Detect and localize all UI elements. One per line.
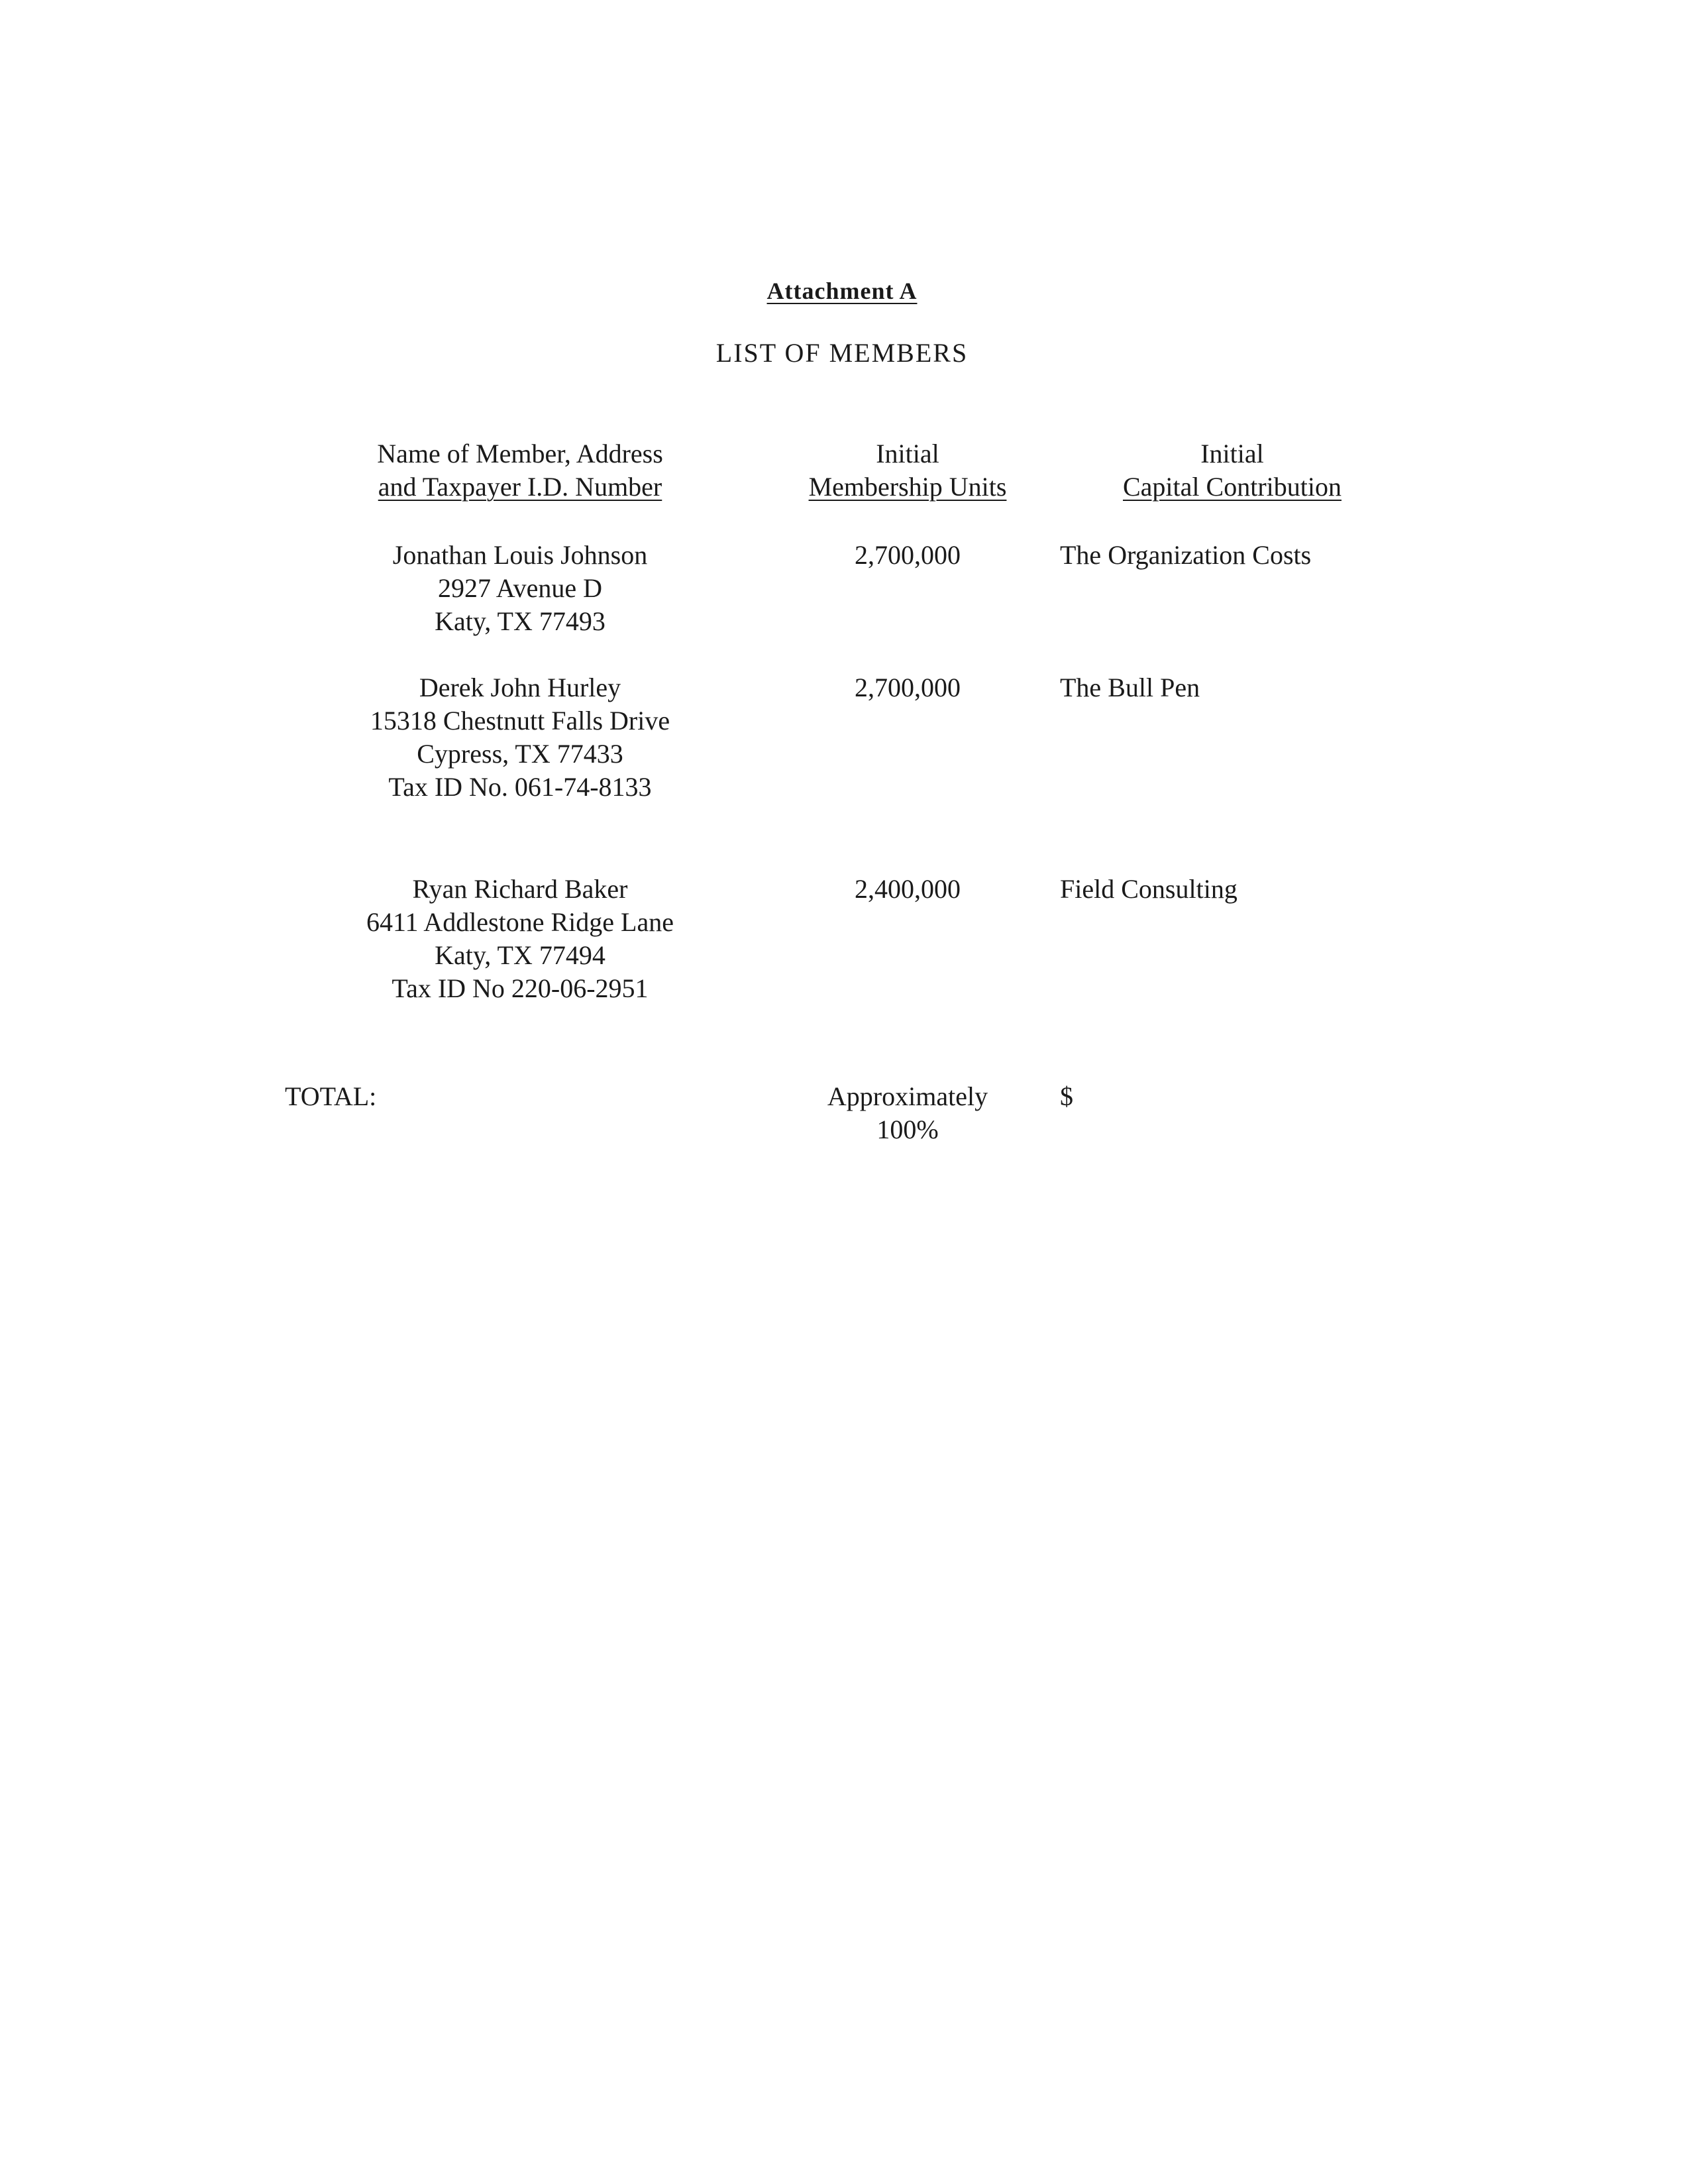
member-3-contribution: Field Consulting	[1060, 874, 1237, 904]
attachment-label: Attachment A	[766, 278, 918, 304]
column-header-name	[298, 437, 742, 504]
total-label: TOTAL:	[285, 1081, 377, 1111]
member-1-address: 2927 Avenue D	[437, 573, 603, 603]
member-2-units: 2,700,000	[855, 673, 961, 702]
total-contribution: $	[1060, 1081, 1073, 1111]
member-2-tax-id: Tax ID No. 061-74-8133	[388, 772, 652, 802]
member-2-contribution: The Bull Pen	[1060, 673, 1200, 702]
member-3-info	[298, 873, 742, 1005]
member-3-address: 6411 Addlestone Ridge Lane	[366, 907, 674, 937]
column-header-units	[768, 437, 1047, 504]
member-2-info	[298, 671, 742, 804]
column-header-units-line-1: Initial	[876, 439, 939, 468]
member-1-contribution: The Organization Costs	[1060, 540, 1312, 570]
total-units-line-2: 100%	[876, 1115, 939, 1144]
member-2-address: 15318 Chestnutt Falls Drive	[370, 706, 670, 736]
member-1-name: Jonathan Louis Johnson	[392, 540, 648, 570]
member-2-name: Derek John Hurley	[419, 673, 621, 702]
member-3-units: 2,400,000	[855, 874, 961, 904]
total-units	[768, 1080, 1047, 1146]
column-header-contribution-line-2: Capital Contribution	[1123, 472, 1342, 502]
member-3-tax-id: Tax ID No 220-06-2951	[392, 973, 649, 1003]
member-1-info	[298, 539, 742, 638]
page-title: LIST OF MEMBERS	[715, 338, 969, 368]
member-3-name: Ryan Richard Baker	[412, 874, 628, 904]
column-header-name-line-1: Name of Member, Address	[377, 439, 663, 468]
member-3-city: Katy, TX 77494	[435, 940, 605, 970]
column-header-units-line-2: Membership Units	[808, 472, 1007, 502]
column-header-contribution-line-1: Initial	[1200, 439, 1264, 468]
member-1-units: 2,700,000	[855, 540, 961, 570]
member-1-city: Katy, TX 77493	[435, 606, 605, 636]
total-units-line-1: Approximately	[827, 1081, 988, 1111]
member-2-city: Cypress, TX 77433	[417, 739, 623, 769]
column-header-name-line-2: and Taxpayer I.D. Number	[378, 472, 662, 502]
column-header-contribution	[1086, 437, 1378, 504]
